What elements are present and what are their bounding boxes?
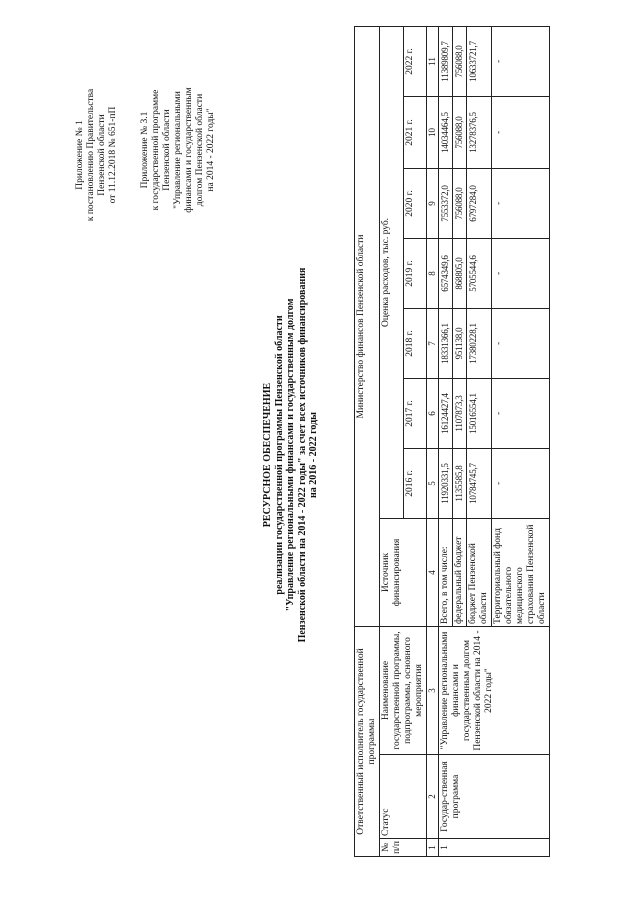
- header-year: 2016 г.: [403, 449, 427, 519]
- source-label: Всего, в том числе:: [439, 519, 453, 627]
- value-cell: 11920331,5: [439, 449, 453, 519]
- value-cell: 756088,0: [453, 26, 467, 96]
- header-status: Статус: [380, 755, 427, 839]
- annex-1-line: от 11.12.2018 № 651-пП: [108, 106, 118, 204]
- resource-table: [354, 26, 550, 857]
- title-line: РЕСУРСНОЕ ОБЕСПЕЧЕНИЕ: [262, 382, 273, 528]
- column-index: 2: [427, 755, 439, 839]
- value-cell: 10633721,7: [467, 26, 492, 96]
- annex-1-block: [75, 35, 119, 275]
- executor-label: Ответственный исполнитель государственной программы: [355, 627, 380, 857]
- value-cell: 1107873,3: [453, 379, 467, 449]
- title-line: Пензенской области на 2014 - 2022 годы" за счет всех источников финансирования: [296, 267, 308, 643]
- column-index: 9: [427, 169, 439, 239]
- annex-2-line: Приложение № 3.1: [140, 111, 150, 189]
- annex-2-line: на 2014 - 2022 годы": [206, 108, 216, 192]
- annex-1-line: Пензенской области: [97, 114, 107, 196]
- value-cell: 17380228,1: [467, 309, 492, 379]
- value-cell: 5705544,6: [467, 239, 492, 309]
- header-year: 2018 г.: [403, 309, 427, 379]
- value-cell: 10784745,7: [467, 449, 492, 519]
- annex-2-line: финансами и государственным: [184, 87, 194, 213]
- value-cell: 14034464,5: [439, 97, 453, 169]
- source-label: бюджет Пензенской области: [467, 519, 492, 627]
- source-label: федеральный бюджет: [453, 519, 467, 627]
- annex-3-1-block: [140, 35, 217, 265]
- row-num: 1: [439, 839, 550, 857]
- annex-1-line: к постановлению Правительства: [86, 88, 96, 222]
- column-index: 3: [427, 627, 439, 755]
- column-index: 7: [427, 309, 439, 379]
- row-program-name: "Управление региональными финансами и государственным долгом Пензенской области на 2014 - 2022 годы": [439, 627, 550, 755]
- value-cell: 18331366,1: [439, 309, 453, 379]
- value-cell: 15016554,1: [467, 379, 492, 449]
- value-cell: 13278376,5: [467, 97, 492, 169]
- value-cell: -: [492, 379, 550, 449]
- value-cell: -: [492, 239, 550, 309]
- value-cell: 7553372,0: [439, 169, 453, 239]
- value-cell: -: [492, 26, 550, 96]
- header-name: Наименование государственной программы, подпрограммы, основного мероприятия: [380, 627, 427, 755]
- value-cell: -: [492, 169, 550, 239]
- header-year: 2017 г.: [403, 379, 427, 449]
- header-year: 2019 г.: [403, 239, 427, 309]
- column-index: 8: [427, 239, 439, 309]
- column-index: 11: [427, 26, 439, 96]
- header-estimate: Оценка расходов, тыс. руб.: [380, 26, 404, 518]
- value-cell: 6574349,6: [439, 239, 453, 309]
- header-year: 2022 г.: [403, 26, 427, 96]
- value-cell: -: [492, 309, 550, 379]
- header-year: 2021 г.: [403, 97, 427, 169]
- value-cell: 868805,0: [453, 239, 467, 309]
- value-cell: 951138,0: [453, 309, 467, 379]
- value-cell: 16124427,4: [439, 379, 453, 449]
- header-year: 2020 г.: [403, 169, 427, 239]
- source-label: Территориальный фонд обязательного медицинского страхования Пензенской области: [492, 519, 550, 627]
- value-cell: -: [492, 97, 550, 169]
- annex-2-line: к государственной программе: [151, 89, 161, 211]
- value-cell: 11389809,7: [439, 26, 453, 96]
- column-index: 5: [427, 449, 439, 519]
- table-row: [439, 26, 453, 856]
- value-cell: 756088,0: [453, 97, 467, 169]
- annex-2-line: долгом Пензенской области: [195, 93, 205, 207]
- row-status: Государ-ственная программа: [439, 755, 550, 839]
- value-cell: 756088,0: [453, 169, 467, 239]
- title-line: "Управление региональными финансами и государственным долгом: [285, 298, 296, 612]
- annex-2-line: Пензенской области: [162, 109, 172, 191]
- header-source: Источник финансирования: [380, 519, 427, 627]
- document-title: [262, 175, 320, 735]
- column-index: 1: [427, 839, 439, 857]
- column-index: 6: [427, 379, 439, 449]
- column-index: 4: [427, 519, 439, 627]
- title-line: реализации государственной программы Пензенской области: [273, 315, 285, 595]
- annex-2-line: "Управление региональными: [173, 91, 183, 209]
- annex-1-line: Приложение № 1: [75, 120, 85, 190]
- header-num: № п/п: [380, 839, 427, 857]
- executor-value: Министерство финансов Пензенской области: [355, 26, 380, 626]
- column-index: 10: [427, 97, 439, 169]
- value-cell: 1135585,8: [453, 449, 467, 519]
- value-cell: -: [492, 449, 550, 519]
- title-line: на 2016 - 2022 годы: [308, 412, 319, 498]
- value-cell: 6797284,0: [467, 169, 492, 239]
